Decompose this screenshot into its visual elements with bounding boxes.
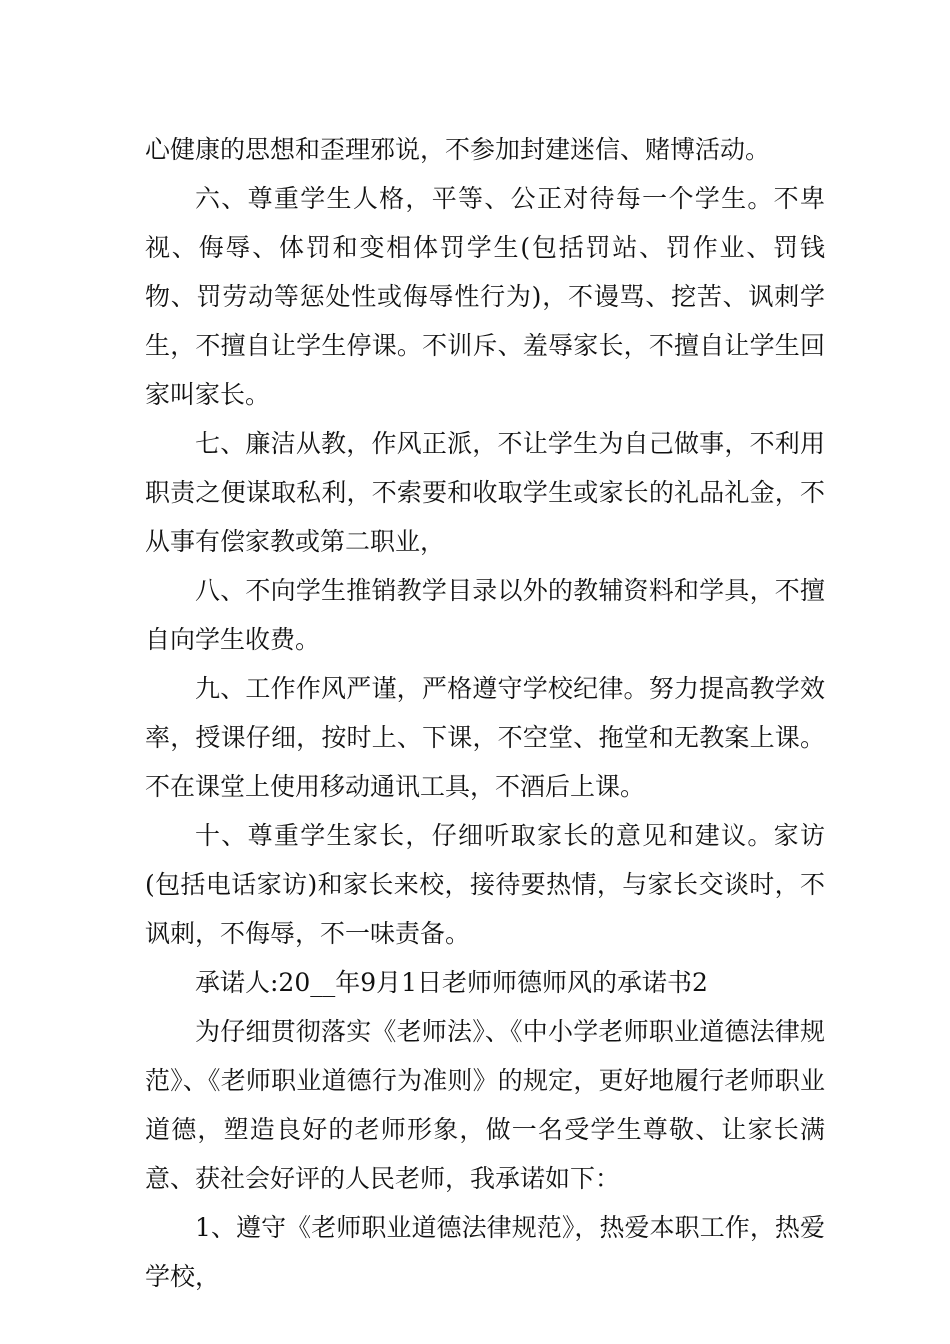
- paragraph-continued: 心健康的思想和歪理邪说，不参加封建迷信、赌博活动。: [145, 135, 771, 164]
- paragraph-rule-nine: 九、工作作风严谨，严格遵守学校纪律。努力提高教学效率，授课仔细，按时上、下课，不空堂、拖堂和无教案上课。不在课堂上使用移动通讯工具，不酒后上课。: [145, 674, 825, 801]
- paragraph-signer-title: 承诺人:20__年9月1日老师师德师风的承诺书2: [195, 968, 708, 997]
- document-body: [145, 125, 825, 1301]
- paragraph-rule-eight: 八、不向学生推销教学目录以外的教辅资料和学具，不擅自向学生收费。: [145, 576, 825, 654]
- paragraph-rule-seven: 七、廉洁从教，作风正派，不让学生为自己做事，不利用职责之便谋取私利，不索要和收取学生或家长的礼品礼金，不从事有偿家教或第二职业，: [145, 429, 825, 556]
- paragraph-rule-ten: 十、尊重学生家长，仔细听取家长的意见和建议。家访(包括电话家访)和家长来校，接待要热情，与家长交谈时，不讽刺，不侮辱，不一味责备。: [145, 821, 825, 948]
- paragraph-rule-six: 六、尊重学生人格，平等、公正对待每一个学生。不卑视、侮辱、体罚和变相体罚学生(包括罚站、罚作业、罚钱物、罚劳动等惩处性或侮辱性行为)，不谩骂、挖苦、讽刺学生，不擅自让学生停课。不训斥、羞辱家长，不擅自让学生回家叫家长。: [145, 184, 825, 409]
- paragraph-intro: 为仔细贯彻落实《老师法》、《中小学老师职业道德法律规范》、《老师职业道德行为准则》的规定，更好地履行老师职业道德，塑造良好的老师形象，做一名受学生尊敬、让家长满意、获社会好评的人民老师，我承诺如下：: [145, 1017, 825, 1193]
- paragraph-item-one: 1、遵守《老师职业道德法律规范》，热爱本职工作，热爱学校，: [145, 1213, 825, 1291]
